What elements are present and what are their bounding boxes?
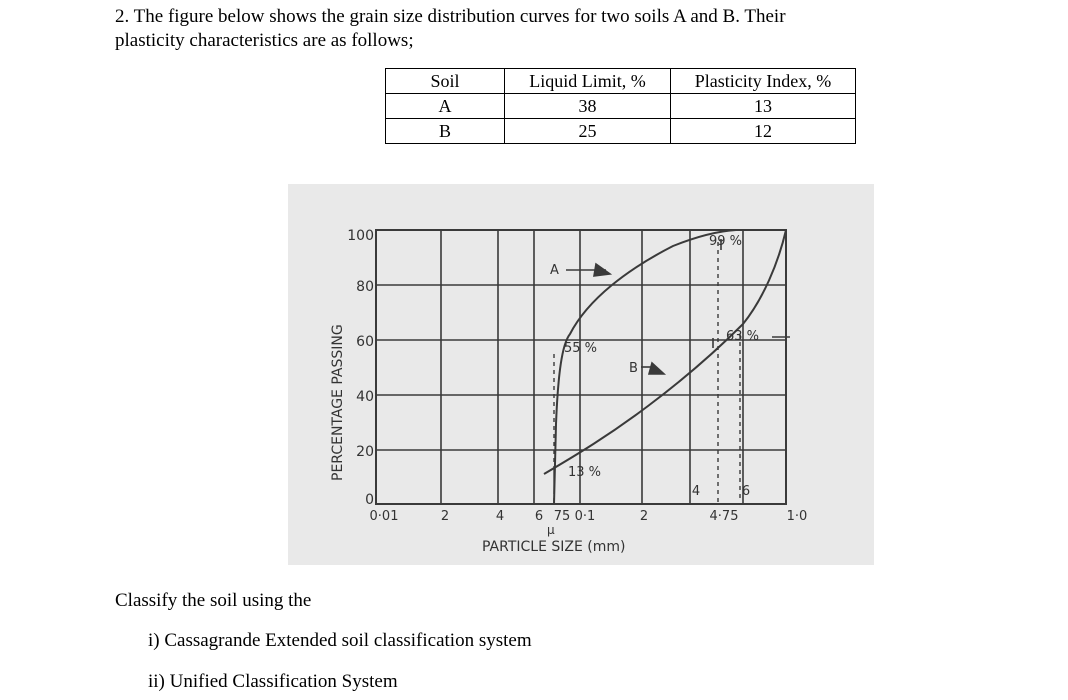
table-cell: B: [386, 119, 505, 144]
x-tick-label: 2: [639, 509, 649, 524]
classify-item-2: ii) Unified Classification System: [148, 671, 398, 692]
annotation-99: 99 %: [709, 234, 743, 249]
y-tick-label: 80: [356, 279, 374, 295]
table-header-row: [386, 69, 856, 94]
table-row: [386, 94, 856, 119]
classify-intro: Classify the soil using the: [115, 590, 312, 611]
table-cell: A: [386, 94, 505, 119]
x-tick-label: 6: [534, 509, 544, 524]
question-line-1: 2. The figure below shows the grain size distribution curves for two soils A and B. Their: [115, 6, 786, 27]
y-tick-label: 100: [347, 228, 374, 244]
table-cell: 25: [505, 119, 671, 144]
annotation-13: 13 %: [568, 465, 602, 480]
curve-a-label: A: [550, 263, 559, 278]
classify-item-1: i) Cassagrande Extended soil classification system: [148, 630, 532, 651]
y-tick-labels: [347, 228, 374, 508]
h-gridlines: [376, 285, 786, 450]
x-tick-label: 4: [495, 509, 505, 524]
y-tick-label: 0: [365, 492, 374, 508]
x-tick-label: 4: [691, 484, 701, 499]
curve-b-label: B: [629, 361, 638, 376]
question-text: [115, 5, 1035, 53]
y-tick-label: 40: [356, 389, 374, 405]
table-cell: 38: [505, 94, 671, 119]
x-tick-label: 6: [741, 484, 751, 499]
x-tick-label: 0·01: [369, 509, 399, 524]
grain-size-figure: [288, 184, 874, 565]
annotations: [550, 234, 759, 480]
table-header: Soil: [386, 69, 505, 94]
x-axis-title: PARTICLE SIZE (mm): [482, 539, 626, 555]
grain-size-chart: [288, 184, 874, 565]
question-line-2: plasticity characteristics are as follows;: [115, 30, 414, 51]
table-row: [386, 119, 856, 144]
table-cell: 13: [671, 94, 856, 119]
y-axis-title: PERCENTAGE PASSING: [330, 324, 346, 481]
plasticity-table: [385, 68, 856, 144]
micro-symbol: μ: [547, 523, 555, 537]
arrow-a-head: [594, 264, 610, 276]
x-tick-label: 75: [553, 509, 571, 524]
y-tick-label: 20: [356, 444, 374, 460]
table-cell: 12: [671, 119, 856, 144]
table-header: Plasticity Index, %: [671, 69, 856, 94]
x-tick-label: 2: [440, 509, 450, 524]
y-tick-label: 60: [356, 334, 374, 350]
x-tick-label: 0·1: [574, 509, 596, 524]
x-tick-label: 4·75: [709, 509, 739, 524]
arrow-b-head: [649, 363, 664, 374]
x-tick-label: 1·0: [786, 509, 808, 524]
table-header: Liquid Limit, %: [505, 69, 671, 94]
annotation-63: 63 %: [726, 329, 760, 344]
annotation-55: 55 %: [564, 341, 598, 356]
plot-frame: [376, 230, 786, 504]
